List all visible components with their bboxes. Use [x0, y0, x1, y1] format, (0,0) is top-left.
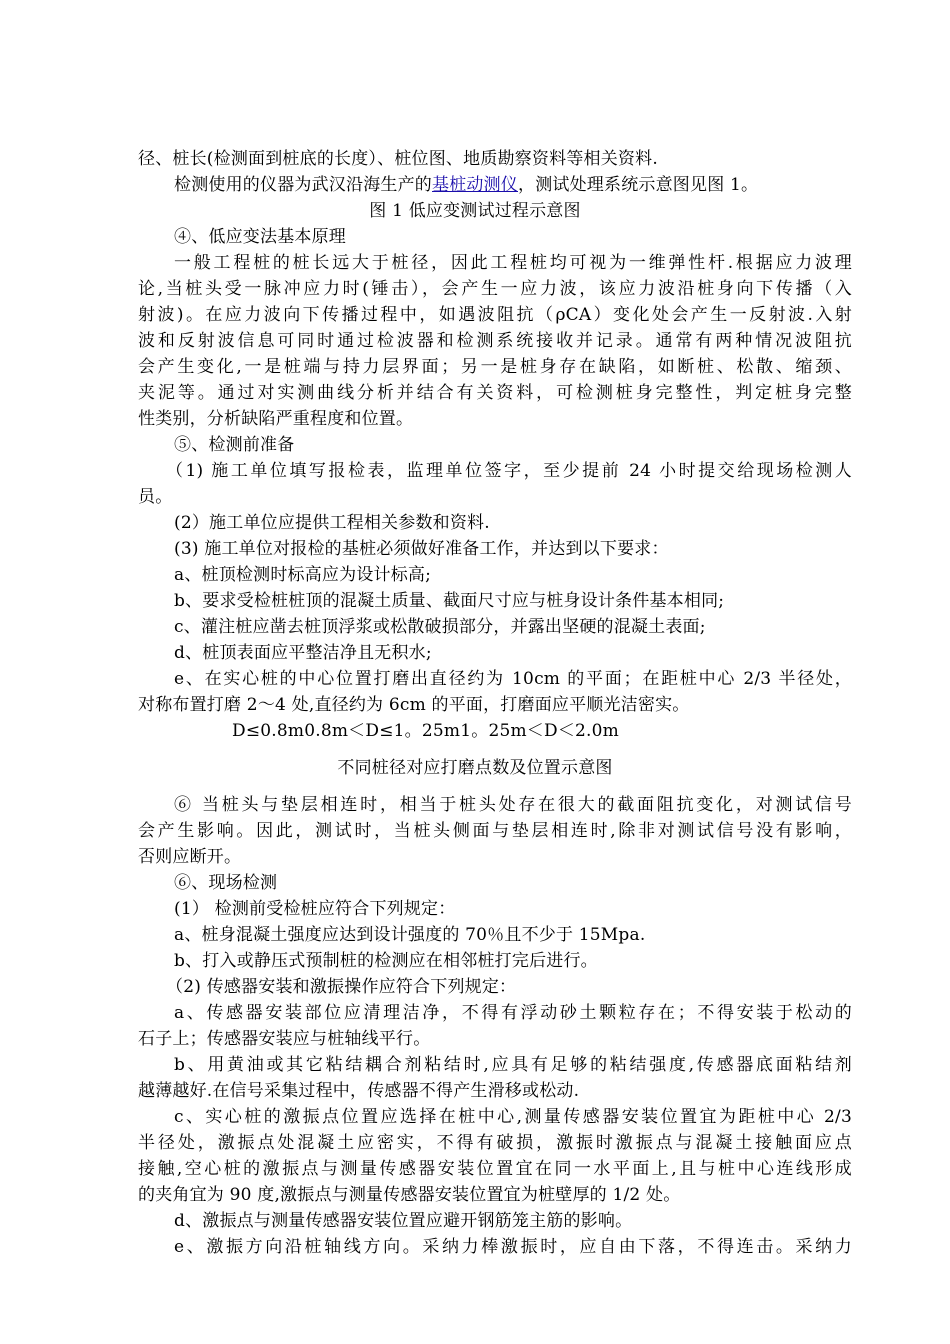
- list-item: b、要求受检桩桩顶的混凝土质量、截面尺寸应与桩身设计条件基本相同;: [174, 591, 725, 611]
- paragraph-line: 性类别，分析缺陷严重程度和位置。: [138, 409, 414, 429]
- list-item: c、灌注桩应凿去桩顶浮浆或松散破损部分，并露出坚硬的混凝土表面;: [174, 617, 706, 637]
- paragraph-line-with-link: [174, 173, 852, 197]
- list-item: a、传感器安装部位应清理洁净，不得有浮动砂土颗粒存在；不得安装于松动的: [174, 1003, 852, 1023]
- paragraph-line: 论,当桩头受一脉冲应力时(锤击），会产生一应力波，该应力波沿桩身向下传播（入: [138, 279, 852, 299]
- instrument-link[interactable]: 基桩动测仪: [432, 175, 518, 195]
- list-item: d、桩顶表面应平整洁净且无积水;: [174, 643, 432, 663]
- list-item: b、用黄油或其它粘结耦合剂粘结时,应具有足够的粘结强度,传感器底面粘结剂: [174, 1055, 852, 1075]
- paragraph-line: 石子上；传感器安装应与桩轴线平行。: [138, 1029, 431, 1049]
- paragraph-line: 夹泥等。通过对实测曲线分析并结合有关资料，可检测桩身完整性，判定桩身完整: [138, 383, 852, 403]
- section-heading: ⑤、检测前准备: [174, 435, 295, 455]
- paragraph-line: 对称布置打磨 2～4 处,直径约为 6cm 的平面，打磨面应平顺光洁密实。: [138, 695, 690, 715]
- list-item: b、打入或静压式预制桩的检测应在相邻桩打完后进行。: [174, 951, 598, 971]
- section-heading: ⑥、现场检测: [174, 873, 278, 893]
- section-heading: ④、低应变法基本原理: [174, 227, 346, 247]
- paragraph-line: 会产生影响。因此，测试时，当桩头侧面与垫层相连时,除非对测试信号没有影响，: [138, 821, 852, 841]
- paragraph-line: 的夹角宜为 90 度,激振点与测量传感器安装位置宜为桩壁厚的 1/2 处。: [138, 1185, 681, 1205]
- list-item: e、激振方向沿桩轴线方向。采纳力棒激振时，应自由下落，不得连击。采纳力: [174, 1237, 852, 1257]
- paragraph-line: 半径处，激振点处混凝土应密实，不得有破损，激振时激振点与混凝土接触面应点: [138, 1133, 852, 1153]
- paragraph-line: 波和反射波信息可同时通过检波器和检测系统接收并记录。通常有两种情况波阻抗: [138, 331, 852, 351]
- paragraph-line: 一般工程桩的桩长远大于桩径，因此工程桩均可视为一维弹性杆.根据应力波理: [174, 253, 852, 273]
- list-item: e、在实心桩的中心位置打磨出直径约为 10cm 的平面；在距桩中心 2/3 半径处，: [174, 669, 852, 689]
- line-text-post: ，测试处理系统示意图见图 1。: [518, 175, 759, 195]
- paragraph-line: ⑥ 当桩头与垫层相连时，相当于桩头处存在很大的截面阻抗变化，对测试信号: [174, 795, 852, 815]
- paragraph-line: （2) 传感器安装和激振操作应符合下列规定：: [166, 977, 517, 997]
- paragraph-line: 越薄越好.在信号采集过程中，传感器不得产生滑移或松动.: [138, 1081, 580, 1101]
- paragraph-line: 射波)。在应力波向下传播过程中，如遇波阻抗（ρCA）变化处会产生一反射波.入射: [138, 305, 852, 325]
- paragraph-line: (1） 检测前受检桩应符合下列规定：: [174, 899, 456, 919]
- list-item: d、激振点与测量传感器安装位置应避开钢筋笼主筋的影响。: [174, 1211, 633, 1231]
- paragraph-line: 径、桩长(检测面到桩底的长度）、桩位图、地质勘察资料等相关资料.: [138, 149, 658, 169]
- paragraph-line: （1) 施工单位填写报检表，监理单位签字，至少提前 24 小时提交给现场检测人: [166, 461, 852, 481]
- paragraph-line: 否则应断开。: [138, 847, 242, 867]
- figure-caption: 不同桩径对应打磨点数及位置示意图: [337, 758, 613, 778]
- list-item: c、实心桩的激振点位置应选择在桩中心,测量传感器安装位置宜为距桩中心 2/3: [174, 1107, 852, 1127]
- paragraph-line: 会产生变化,一是桩端与持力层界面；另一是桩身存在缺陷，如断桩、松散、缩颈、: [138, 357, 852, 377]
- diameter-ranges: D≤0.8m0.8m＜D≤1。25m1。25m＜D＜2.0m: [232, 721, 619, 741]
- list-item: a、桩顶检测时标高应为设计标高;: [174, 565, 432, 585]
- paragraph-line: (3) 施工单位对报检的基桩必须做好准备工作，并达到以下要求：: [174, 539, 669, 559]
- paragraph-line: (2）施工单位应提供工程相关参数和资料.: [174, 513, 490, 533]
- figure-caption: 图 1 低应变测试过程示意图: [369, 201, 581, 221]
- paragraph-line: 员。: [138, 487, 173, 507]
- line-text-pre: 检测使用的仪器为武汉沿海生产的: [174, 175, 432, 195]
- list-item: a、桩身混凝土强度应达到设计强度的 70％且不少于 15Mpa.: [174, 925, 646, 945]
- paragraph-line: 接触,空心桩的激振点与测量传感器安装位置宜在同一水平面上,且与桩中心连线形成: [138, 1159, 852, 1179]
